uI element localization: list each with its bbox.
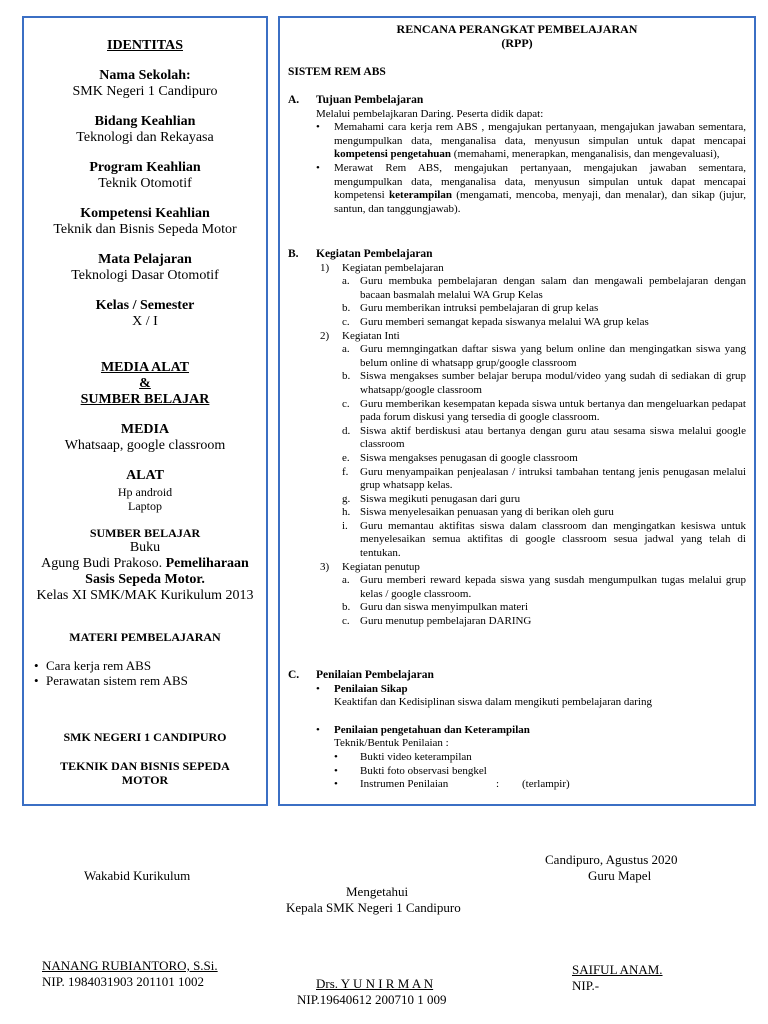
list-item: b. Siswa mengakses sumber belajar berupa modul/video yang sudah di sediakan di grup whatsapp/google classroom [342, 370, 746, 396]
identity-panel [22, 16, 268, 806]
kelas-value: X / I [132, 314, 158, 329]
list-item: h. Siswa menyelesaikan penuasan yang di berikan oleh guru [342, 506, 614, 519]
mapel-label: Mata Pelajaran [98, 252, 192, 267]
section-a [288, 94, 746, 216]
place-date: Candipuro, Agustus 2020 [545, 852, 678, 867]
media-label: MEDIA [120, 422, 170, 437]
left-nip: NIP. 1984031903 201101 1002 [42, 974, 205, 989]
list-item: • Bukti foto observasi bengkel [334, 764, 487, 777]
rpp-subtitle: (RPP) [501, 36, 533, 50]
left-name: NANANG RUBIANTORO, S.Si. [42, 958, 218, 973]
media-heading-2: & [139, 376, 151, 391]
media-value: Whatsaap, google classroom [64, 438, 226, 453]
department-line-2: MOTOR [121, 773, 169, 787]
program-value: Teknik Otomotif [98, 176, 192, 191]
alat-item: Laptop [128, 499, 162, 513]
media-heading-3: SUMBER BELAJAR [80, 392, 210, 407]
sumber-title-b: Sasis Sepeda Motor. [85, 572, 205, 587]
list-item: a. Guru membuka pembelajaran dengan salam dan mengawali pembelajaran dengan bacaan basmalah melalui WA Grup Kelas [342, 275, 746, 301]
right-name: SAIFUL ANAM. [572, 962, 663, 977]
mid-name: Drs. Y U N I R M A N [316, 976, 434, 991]
sumber-label: SUMBER BELAJAR [89, 526, 201, 540]
sumber-title-a: Pemeliharaan [165, 556, 249, 571]
list-item: b. Guru dan siswa menyimpulkan materi [342, 601, 529, 614]
right-nip: NIP.- [572, 978, 600, 993]
list-item: • Bukti video keterampilan [334, 750, 472, 763]
alat-label: ALAT [126, 468, 164, 483]
sumber-author-line [24, 556, 266, 572]
pk-intro: Teknik/Bentuk Penilaian : [334, 737, 449, 750]
identitas-heading: IDENTITAS [107, 38, 183, 53]
department-line-1: TEKNIK DAN BISNIS SEPEDA [60, 759, 230, 773]
section-heading: A. Tujuan Pembelajaran [288, 94, 424, 106]
list-item: c. Guru memberi semangat kepada siswanya melalui WA grup kelas [342, 315, 649, 328]
sikap-text: Keaktifan dan Kedisiplinan siswa dalam mengikuti pembelajaran daring [334, 696, 652, 709]
list-item: • Penilaian Sikap [316, 682, 408, 695]
left-role: Wakabid Kurikulum [84, 868, 191, 883]
sumber-class: Kelas XI SMK/MAK Kurikulum 2013 [36, 588, 254, 603]
materi-heading: MATERI PEMBELAJARAN [69, 630, 221, 644]
bidang-label: Bidang Keahlian [94, 114, 196, 129]
section-b [288, 248, 746, 629]
right-role: Guru Mapel [588, 868, 652, 883]
list-item: • Memahami cara kerja rem ABS , mengajukan pertanyaan, mengajukan jawaban sementara, mengumpulkan data, menganalisa data, menyusun simpulan untuk dapat mencapai kompetensi pengetahuan (memahami, menerapkan, menganalisis, dan mengevaluasi), [316, 121, 746, 161]
list-item: • Instrumen Penilaian : (terlampir) [334, 778, 570, 791]
list-item: • Merawat Rem ABS, mengajukan pertanyaan, mengajukan jawaban sementara, mengumpulkan data, menganalisa data, menyusun simpulan untuk dapat mencapai kompetensi keterampilan (mengamati, mencoba, menyaji, dan menalar), dan sikap (jujur, santun, dan tanggungjawab). [316, 161, 746, 215]
sumber-author: Agung Budi Prakoso. [41, 556, 163, 571]
mapel-value: Teknologi Dasar Otomotif [71, 268, 219, 283]
section-heading: C. Penilaian Pembelajaran [288, 669, 434, 681]
list-item: a. Guru memngingatkan daftar siswa yang belum online dan mengingatkan siswa yang belum online di whatsapp grup/google classroom [342, 343, 746, 369]
activity-group-heading: 1) Kegiatan pembelajaran [320, 261, 444, 274]
school-name: SMK NEGERI 1 CANDIPURO [63, 730, 227, 744]
kompetensi-label: Kompetensi Keahlian [80, 206, 210, 221]
section-c [288, 669, 746, 792]
section-a-intro: Melalui pembelajkaran Daring. Peserta didik dapat: [316, 107, 544, 120]
list-item: a. Guru memberi reward kepada siswa yang susdah mengumpulkan tugas melalui grup kelas / google classroom. [342, 574, 746, 600]
list-item: c. Guru menutup pembelajaran DARING [342, 615, 532, 628]
mid-nip: NIP.19640612 200710 1 009 [297, 992, 447, 1007]
activity-group-heading: 2) Kegiatan Inti [320, 329, 400, 342]
activity-group-heading: 3) Kegiatan penutup [320, 560, 420, 573]
list-item: c. Guru memberikan kesempatan kepada siswa untuk bertanya dan mengeluarkan pedapat pada forum diskusi yang tersedia di google classroom. [342, 397, 746, 424]
list-item: f. Guru menyampaikan penjealasan / intruksi tambahan tentang jenis penugasan melalui grup whatsapp kelas. [342, 465, 746, 492]
list-item: • Penilaian pengetahuan dan Keterampilan [316, 723, 530, 736]
kompetensi-value: Teknik dan Bisnis Sepeda Motor [53, 222, 237, 237]
rpp-title: RENCANA PERANGKAT PEMBELAJARAN [396, 22, 638, 36]
bidang-value: Teknologi dan Rekayasa [76, 130, 214, 145]
alat-item: Hp android [117, 485, 173, 499]
list-item: • Perawatan sistem rem ABS [34, 673, 188, 688]
program-label: Program Keahlian [89, 160, 201, 175]
sekolah-label: Nama Sekolah: [99, 68, 191, 83]
list-item: • Cara kerja rem ABS [34, 658, 152, 673]
media-heading-1: MEDIA ALAT [100, 360, 190, 375]
section-heading: B. Kegiatan Pembelajaran [288, 248, 433, 260]
list-item: e. Siswa mengakses penugasan di google classroom [342, 451, 578, 464]
materi-list [34, 658, 264, 688]
rpp-panel [278, 16, 756, 806]
list-item: i. Guru memantau aktifitas siswa dalam classroom dan mengingatkan kesiswa untuk menyelesaikan semua aktifitas di google classroom sesua jadwal yang telah di tentukan. [342, 519, 746, 560]
list-item: d. Siswa aktif berdiskusi atau bertanya dengan guru atau sesama siswa melalui google classroom [342, 424, 746, 451]
list-item: g. Siswa megikuti penugasan dari guru [342, 492, 521, 505]
kelas-label: Kelas / Semester [95, 298, 195, 313]
sekolah-value: SMK Negeri 1 Candipuro [72, 84, 218, 99]
mid-role-2: Kepala SMK Negeri 1 Candipuro [286, 900, 461, 915]
rpp-topic: SISTEM REM ABS [288, 66, 386, 78]
list-item: b. Guru memberikan intruksi pembelajaran di grup kelas [342, 302, 599, 315]
mid-role-1: Mengetahui [346, 884, 409, 899]
sumber-type: Buku [129, 540, 161, 555]
activity-groups [288, 262, 746, 629]
